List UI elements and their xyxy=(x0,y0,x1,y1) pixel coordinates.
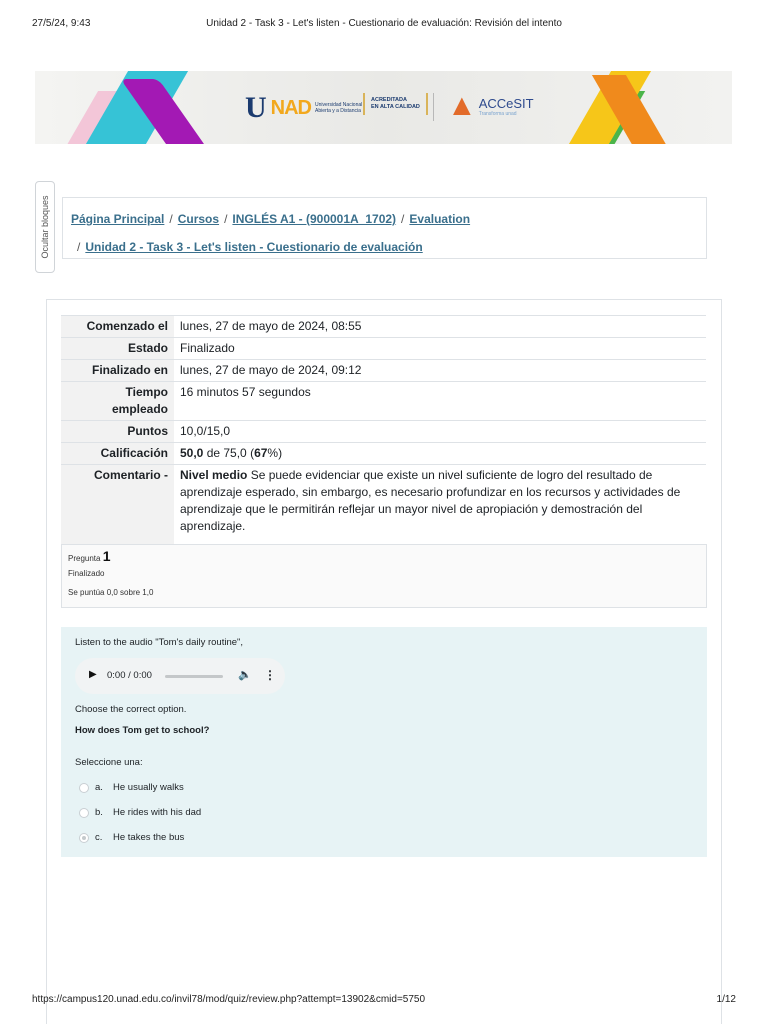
more-options-icon[interactable]: ⋮ xyxy=(264,668,276,682)
question-intro: Listen to the audio "Tom's daily routine", xyxy=(75,637,244,648)
summary-row-finished xyxy=(61,360,706,382)
summary-row-points xyxy=(61,421,706,443)
breadcrumb-separator: / xyxy=(401,212,405,226)
option-text: He usually walks xyxy=(113,782,184,793)
audio-progress-bar[interactable] xyxy=(165,675,223,678)
print-datetime: 27/5/24, 9:43 xyxy=(32,18,91,29)
answer-option-c[interactable] xyxy=(79,825,201,850)
summary-value: 16 minutos 57 segundos xyxy=(180,385,311,399)
breadcrumb-separator: / xyxy=(224,212,228,226)
grade-middle: de 75,0 ( xyxy=(203,446,255,460)
grade-score: 50,0 xyxy=(180,446,204,460)
question-score: Se puntúa 0,0 sobre 1,0 xyxy=(68,588,154,597)
grade-end: %) xyxy=(267,446,283,460)
summary-label: Puntos xyxy=(61,421,174,443)
accesit-name: ACCeSIT xyxy=(478,95,534,111)
banner-divider xyxy=(433,93,434,121)
summary-label: Calificación xyxy=(61,443,174,465)
site-banner xyxy=(35,71,732,144)
summary-label xyxy=(61,382,174,421)
accesit-logo xyxy=(447,91,534,121)
comment-text: Se puede evidenciar que existe un nivel suficiente de logro del resultado de aprendizaje esperado, sin embargo, es necesario profundizar en los recursos y actividades de aprendizaje que le permitirán reflejar un mayor nivel de apropiación y demostración del aprendizaje. xyxy=(180,468,681,533)
play-icon[interactable]: ▶ xyxy=(89,669,97,680)
comment-level: Nivel medio xyxy=(180,468,248,482)
summary-value: Finalizado xyxy=(180,341,235,355)
summary-label: Comenzado el xyxy=(61,316,174,338)
question-prompt: How does Tom get to school? xyxy=(75,725,210,736)
option-letter: b. xyxy=(95,807,103,818)
summary-label: Estado xyxy=(61,338,174,360)
radio-button[interactable] xyxy=(79,783,89,793)
unad-logo-nad: NAD xyxy=(270,96,312,119)
question-prefix: Pregunta xyxy=(68,554,101,563)
attempt-summary-table xyxy=(61,315,706,548)
summary-value: lunes, 27 de mayo de 2024, 08:55 xyxy=(180,319,362,333)
summary-value xyxy=(174,465,706,549)
answer-options xyxy=(79,775,201,850)
summary-label: Finalizado en xyxy=(61,360,174,382)
summary-value xyxy=(174,443,706,465)
summary-label: Comentario - xyxy=(61,465,174,549)
time-label-line2: empleado xyxy=(111,402,168,416)
summary-row-state xyxy=(61,338,706,360)
summary-row-time xyxy=(61,382,706,421)
summary-value: lunes, 27 de mayo de 2024, 09:12 xyxy=(180,363,362,377)
print-url: https://campus120.unad.edu.co/invil78/mod/quiz/review.php?attempt=13902&cmid=5750 xyxy=(32,994,426,1005)
audio-player[interactable] xyxy=(75,658,285,694)
audio-time: 0:00 / 0:00 xyxy=(107,670,152,681)
radio-button-selected[interactable] xyxy=(79,833,89,843)
hide-blocks-label: Ocultar bloques xyxy=(40,195,50,259)
question-info xyxy=(61,544,707,608)
unad-logo-u: U xyxy=(245,91,267,124)
summary-row-grade xyxy=(61,443,706,465)
unad-logo-subtitle: Universidad Nacional Abierta y a Distancia xyxy=(315,102,363,114)
breadcrumb-separator: / xyxy=(77,240,81,254)
answer-option-a[interactable] xyxy=(79,775,201,800)
breadcrumb-evaluation[interactable]: Evaluation xyxy=(409,212,471,226)
acreditada-title: ACREDITADA xyxy=(371,97,407,103)
print-page-number: 1/12 xyxy=(716,994,736,1005)
question-content xyxy=(61,627,707,857)
acreditada-seal xyxy=(363,93,428,115)
print-title: Unidad 2 - Task 3 - Let's listen - Cuestionario de evaluación: Revisión del intento xyxy=(206,18,562,29)
breadcrumb xyxy=(62,197,707,259)
accesit-triangle-icon: ▲ xyxy=(447,89,477,122)
select-one-label: Seleccione una: xyxy=(75,757,143,768)
radio-button[interactable] xyxy=(79,808,89,818)
breadcrumb-separator: / xyxy=(169,212,173,226)
breadcrumb-quiz[interactable]: Unidad 2 - Task 3 - Let's listen - Cuestionario de evaluación xyxy=(85,240,423,254)
acreditada-subtitle: EN ALTA CALIDAD xyxy=(371,104,420,110)
question-number: 1 xyxy=(102,548,111,564)
time-label-line1: Tiempo xyxy=(125,385,168,399)
grade-percent: 67 xyxy=(254,446,268,460)
summary-value: 10,0/15,0 xyxy=(180,424,231,438)
option-text: He takes the bus xyxy=(113,832,185,843)
option-letter: a. xyxy=(95,782,103,793)
volume-icon[interactable]: 🔈 xyxy=(238,669,252,681)
breadcrumb-courses[interactable]: Cursos xyxy=(177,212,220,226)
answer-option-b[interactable] xyxy=(79,800,201,825)
summary-row-comment xyxy=(61,465,706,549)
breadcrumb-course[interactable]: INGLÉS A1 - (900001A_1702) xyxy=(232,212,397,226)
option-text: He rides with his dad xyxy=(113,807,202,818)
option-letter: c. xyxy=(95,832,103,843)
quiz-review-content xyxy=(46,299,722,1024)
accesit-subtitle: Transforma unad xyxy=(478,110,517,117)
question-instruction: Choose the correct option. xyxy=(75,704,187,715)
summary-row-started xyxy=(61,316,706,338)
hide-blocks-toggle[interactable] xyxy=(35,181,55,273)
breadcrumb-home[interactable]: Página Principal xyxy=(71,212,165,226)
question-state: Finalizado xyxy=(68,569,105,578)
print-header xyxy=(0,18,768,32)
unad-logo[interactable] xyxy=(245,91,373,125)
